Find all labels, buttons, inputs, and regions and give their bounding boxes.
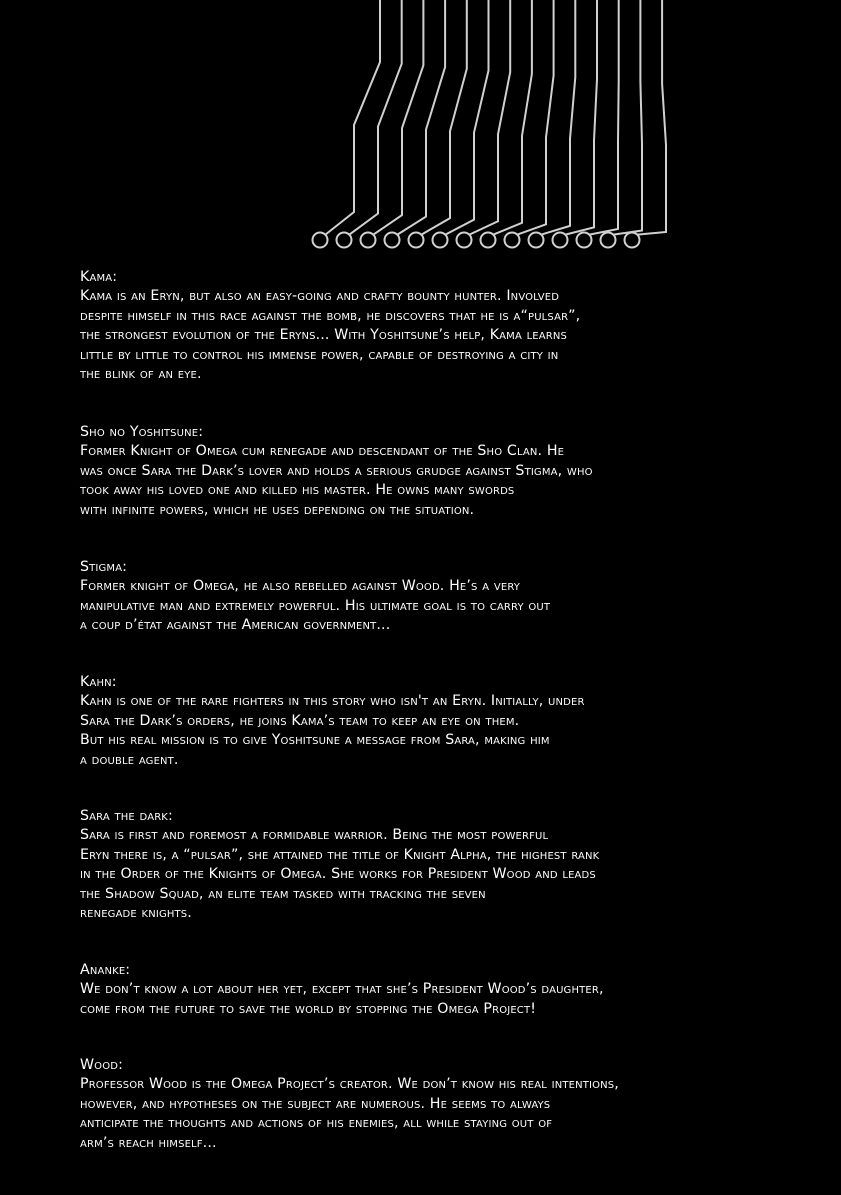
circuit-node (505, 233, 520, 248)
entry-line: Professor Wood is the Omega Project’s creator. We don’t know his real intentions, (80, 1076, 619, 1093)
circuit-node (457, 233, 472, 248)
entry-line: come from the future to save the world by stopping the Omega Project! (80, 1000, 537, 1017)
character-entry-ananke (80, 961, 810, 1019)
character-entry-kama (80, 268, 810, 384)
circuit-trace (325, 0, 380, 235)
circuit-trace (469, 0, 510, 235)
entry-line: in the Order of the Knights of Omega. She works for President Wood and leads (80, 866, 596, 883)
entry-title: Kama: (80, 269, 118, 285)
entry-line: the Shadow Squad, an elite team tasked with tracking the seven (80, 885, 486, 902)
entry-line: renegade knights. (80, 905, 192, 922)
entry-line: anticipate the thoughts and actions of his enemies, all while staying out of (80, 1115, 553, 1132)
circuit-node (625, 233, 640, 248)
entry-line: Sara the Dark’s orders, he joins Kama’s team to keep an eye on them. (80, 712, 520, 729)
entry-line: But his real mission is to give Yoshitsune a message from Sara, making him (80, 732, 550, 749)
circuit-node (409, 233, 424, 248)
entry-title: Ananke: (80, 962, 131, 978)
character-entry-wood (80, 1056, 810, 1153)
entry-line: Former Knight of Omega cum renegade and descendant of the Sho Clan. He (80, 443, 565, 460)
entry-line: manipulative man and extremely powerful. His ultimate goal is to carry out (80, 597, 551, 614)
circuit-trace (397, 0, 445, 235)
entry-line: the blink of an eye. (80, 366, 202, 383)
entry-line: Eryn there is, a “pulsar”, she attained the title of Knight Alpha, the highest rank (80, 846, 600, 863)
circuit-decoration (0, 0, 841, 260)
character-entry-kahn (80, 673, 810, 770)
entry-line: We don’t know a lot about her yet, except that she’s President Wood’s daughter, (80, 981, 604, 998)
circuit-node (337, 233, 352, 248)
entry-title: Sho no Yoshitsune: (80, 424, 204, 440)
entry-line: was once Sara the Dark’s lover and holds a serious grudge against Stigma, who (80, 462, 593, 479)
circuit-node (529, 233, 544, 248)
entry-line: little by little to control his immense power, capable of destroying a city in (80, 346, 559, 363)
circuit-node (433, 233, 448, 248)
character-entry-stigma (80, 558, 810, 636)
circuit-node (385, 233, 400, 248)
entry-line: Kama is an Eryn, but also an easy-going and crafty bounty hunter. Involved (80, 288, 560, 305)
circuit-node (577, 233, 592, 248)
entry-line: however, and hypotheses on the subject are numerous. He seems to always (80, 1095, 551, 1112)
entry-line: Kahn is one of the rare fighters in this story who isn't an Eryn. Initially, under (80, 693, 585, 710)
entry-line: Former knight of Omega, he also rebelled against Wood. He’s a very (80, 578, 521, 595)
entry-line: Sara is first and foremost a formidable warrior. Being the most powerful (80, 827, 549, 844)
entry-title: Wood: (80, 1057, 124, 1073)
circuit-node (601, 233, 616, 248)
circuit-node (553, 233, 568, 248)
entry-line: the strongest evolution of the Eryns... With Yoshitsune’s help, Kama learns (80, 327, 567, 344)
circuit-node (361, 233, 376, 248)
entry-title: Kahn: (80, 674, 117, 690)
entry-title: Sara the dark: (80, 808, 173, 824)
entry-line: with infinite powers, which he uses depending on the situation. (80, 501, 475, 518)
circuit-trace (421, 0, 466, 235)
circuit-trace (493, 0, 532, 235)
circuit-node (313, 233, 328, 248)
entry-line: took away his loved one and killed his master. He owns many swords (80, 482, 515, 499)
circuit-node (481, 233, 496, 248)
entry-line: a double agent. (80, 751, 179, 768)
entry-line: despite himself in this race against the bomb, he discovers that he is a“pulsar”, (80, 307, 581, 324)
entry-line: arm’s reach himself... (80, 1134, 217, 1151)
entry-title: Stigma: (80, 559, 128, 575)
entry-line: a coup d’état against the American government... (80, 617, 391, 634)
character-entry-sara (80, 807, 810, 923)
character-entry-yoshitsune (80, 423, 810, 520)
